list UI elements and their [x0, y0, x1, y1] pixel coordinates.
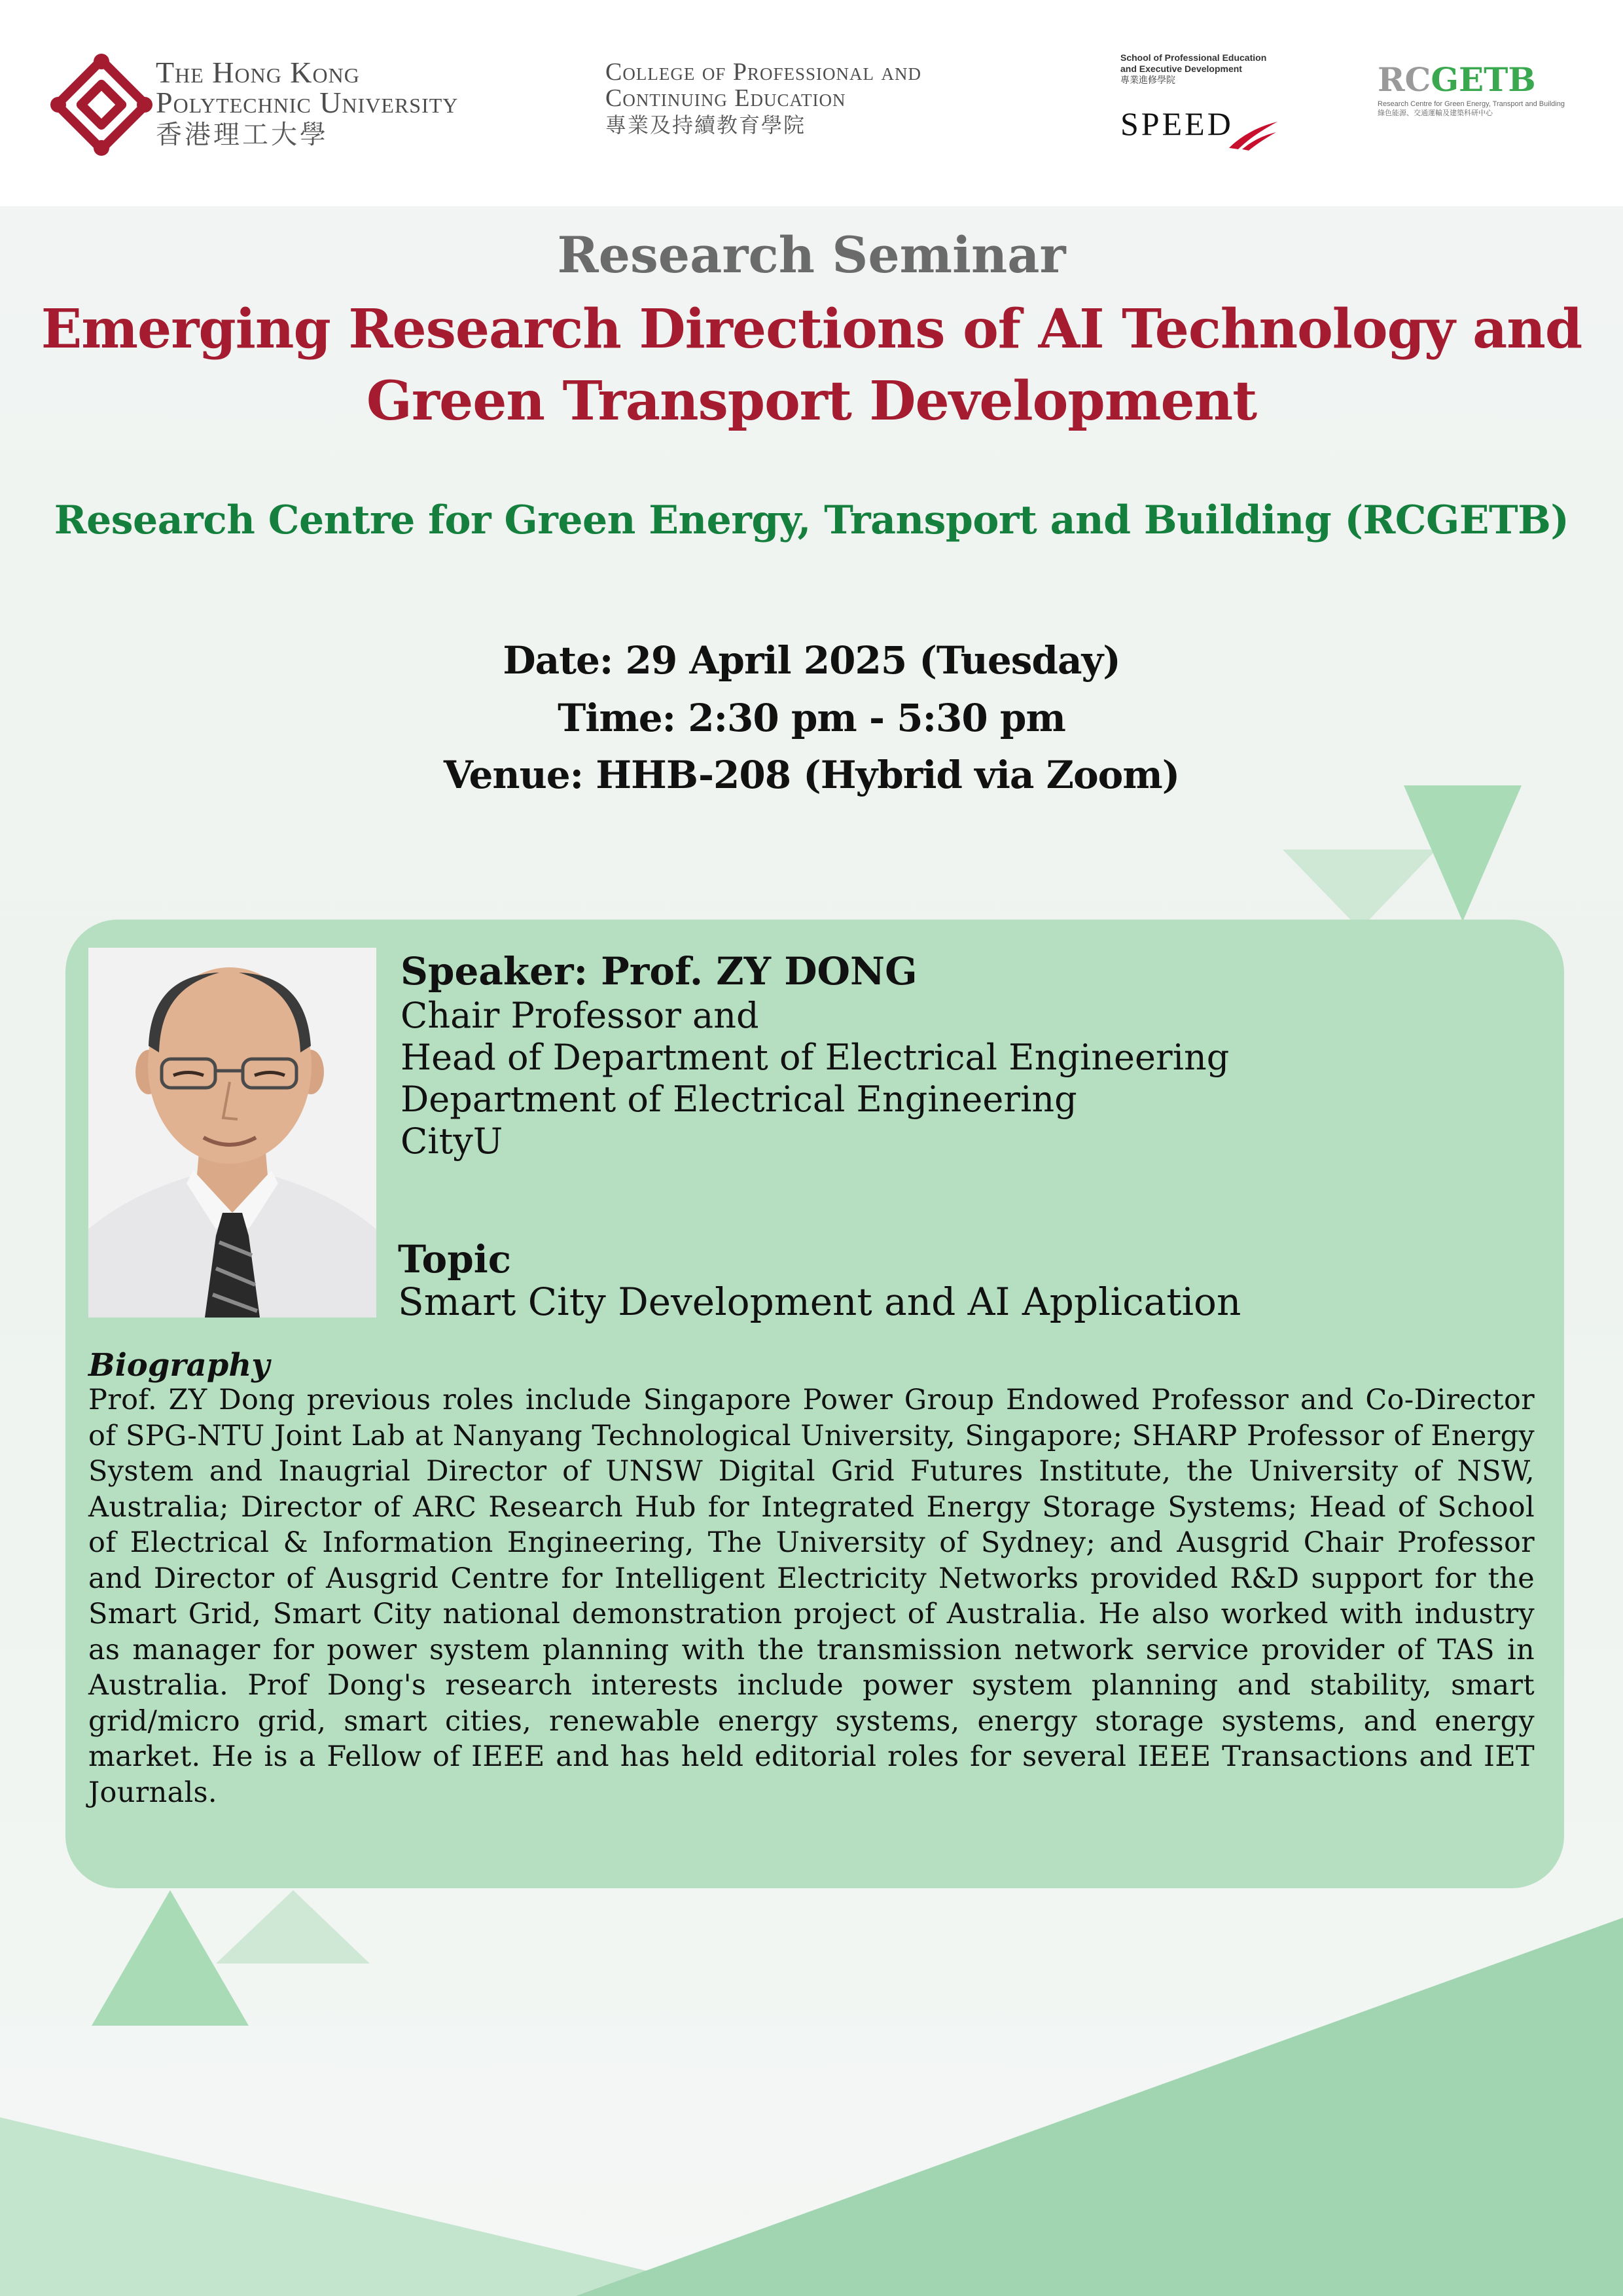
- speed-wordmark: SPEED: [1120, 105, 1234, 142]
- seminar-type: Research Seminar: [557, 226, 1066, 284]
- rcgetb-logo: [1378, 60, 1565, 118]
- biography-text: Prof. ZY Dong previous roles include Singapore Power Group Endowed Professor and Co-Director of SPG-NTU Joint Lab at Nanyang Technological University, Singapore; SHARP Professor of Energy System and Inaugrial Director of UNSW Digital Grid Futures Institute, the University of NSW, Australia; Director of ARC Research Hub for Integrated Energy Storage Systems; Head of School of Electrical & Information Engineering, The University of Sydney; and Ausgrid Chair Professor and Director of Ausgrid Centre for Intelligent Electricity Networks provided R&D support for the Smart Grid, Smart City national demonstration project of Australia. He also worked with industry as manager for power system planning with the transmission network service provider of TAS in Australia. Prof Dong's research interests include power system planning and stability, smart grid/micro grid, smart cities, renewable energy systems, energy storage systems, and energy market. He is a Fellow of IEEE and has held editorial roles for several IEEE Transactions and IET Journals.: [88, 1384, 1535, 1809]
- polyu-name-chinese: 香港理工大學: [156, 120, 329, 150]
- speed-chinese: 專業進修學院: [1120, 75, 1175, 86]
- event-title-line1: Emerging Research Directions of AI Technology and: [41, 298, 1582, 361]
- speaker-line: CityU: [401, 1121, 503, 1162]
- biography-label: Biography: [88, 1347, 270, 1384]
- organizing-centre: Research Centre for Green Energy, Transport and Building (RCGETB): [54, 497, 1569, 543]
- speed-swoosh-icon: [1226, 118, 1279, 151]
- polyu-name-line2: Polytechnic University: [156, 86, 459, 119]
- event-title-line2: Green Transport Development: [366, 370, 1257, 433]
- cpce-name-line1: College of Professional and: [605, 58, 921, 86]
- speaker-line: Chair Professor and: [401, 995, 759, 1036]
- cpce-name: [605, 59, 1050, 139]
- topic-text: Smart City Development and AI Application: [398, 1280, 1241, 1324]
- cpce-name-line2: Continuing Education: [605, 84, 846, 112]
- event-date: Date: 29 April 2025 (Tuesday): [503, 638, 1120, 683]
- event-time: Time: 2:30 pm - 5:30 pm: [558, 696, 1065, 740]
- speed-line2: and Executive Development: [1120, 63, 1242, 74]
- cpce-name-chinese: 專業及持續教育學院: [605, 113, 806, 137]
- speaker-line: Department of Electrical Engineering: [401, 1079, 1077, 1120]
- polyu-name-line1: The Hong Kong: [156, 56, 360, 89]
- speed-logo: [1120, 52, 1291, 151]
- rcgetb-wordmark-getb: GETB: [1431, 60, 1536, 99]
- rcgetb-wordmark-rc: RC: [1378, 60, 1431, 99]
- speaker-name: Speaker: Prof. ZY DONG: [401, 949, 918, 994]
- event-venue: Venue: HHB-208 (Hybrid via Zoom): [443, 753, 1180, 797]
- rcgetb-line1: Research Centre for Green Energy, Transport and Building: [1378, 100, 1565, 108]
- topic-label: Topic: [398, 1237, 512, 1282]
- speaker-photo: [88, 948, 376, 1318]
- rcgetb-chinese: 綠色能源、交通運輸及建築科研中心: [1378, 109, 1493, 117]
- rcgetb-wordmark: [1378, 60, 1561, 99]
- polyu-name: [156, 58, 575, 152]
- speaker-line: Head of Department of Electrical Engineering: [401, 1037, 1230, 1078]
- speaker-affiliation: [401, 995, 1229, 1162]
- speed-line1: School of Professional Education: [1120, 52, 1267, 63]
- polyu-logo-icon: [49, 52, 154, 157]
